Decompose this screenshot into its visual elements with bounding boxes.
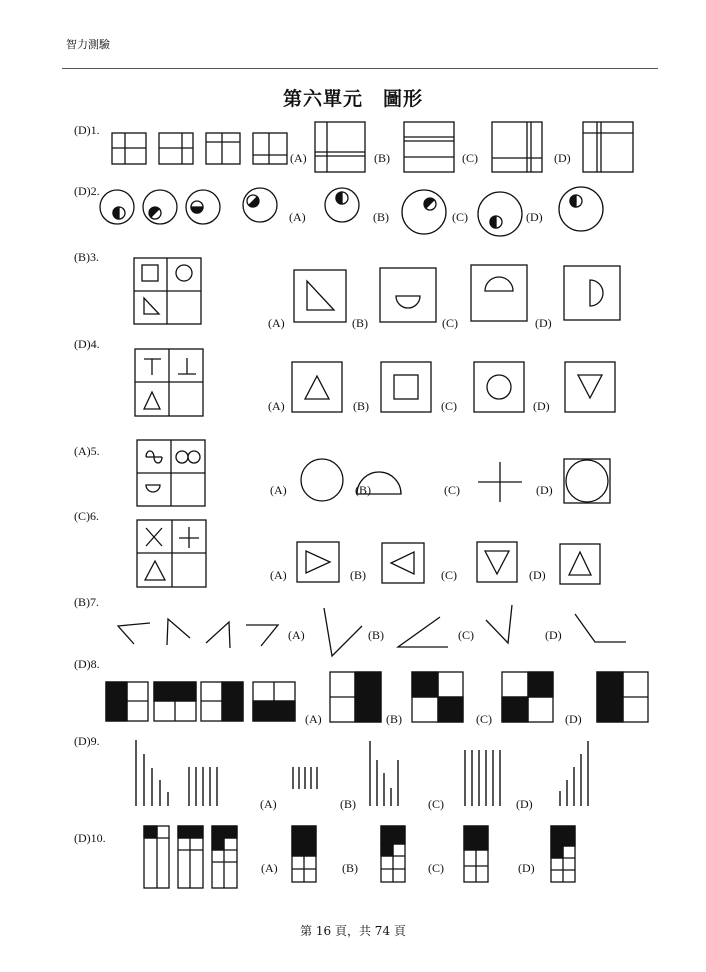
- q5-option-a: [301, 459, 343, 501]
- q6-option-c-label: (C): [441, 568, 457, 582]
- q10-option-c-label: (C): [428, 861, 444, 875]
- q3-option-c: [471, 265, 527, 321]
- q7-option-d-label: (D): [545, 628, 562, 642]
- q4-option-d-label: (D): [533, 399, 550, 413]
- q1-label: (D)1.: [74, 123, 100, 137]
- q9-label: (D)9.: [74, 734, 100, 748]
- q7-option-c-label: (C): [458, 628, 474, 642]
- q8-label: (D)8.: [74, 657, 100, 671]
- q3-option-d: [564, 266, 620, 320]
- q3-option-c-label: (C): [442, 316, 458, 330]
- q1-option-a: [315, 122, 365, 172]
- q9-option-a-label: (A): [260, 797, 277, 811]
- q10-option-a-label: (A): [261, 861, 278, 875]
- q1-option-c-label: (C): [462, 151, 478, 165]
- q2-seq-2: [143, 190, 177, 224]
- q7-seq-3: [206, 622, 230, 648]
- q9-seq-1: [136, 740, 168, 806]
- q4-option-b: [381, 362, 431, 412]
- q10-seq-1: [144, 826, 169, 888]
- q5-option-b-label: (B): [355, 483, 371, 497]
- q2-option-a-label: (A): [289, 210, 306, 224]
- q10-option-c: [464, 826, 488, 882]
- page-title: 第六單元 圖形: [282, 88, 423, 110]
- header-subject: 智力測驗: [66, 38, 110, 51]
- q9-option-c: [465, 750, 500, 806]
- page-footer: 第 16 頁，共 74 頁: [300, 924, 406, 938]
- q8-option-b-label: (B): [386, 712, 402, 726]
- q10-label: (D)10.: [74, 831, 106, 845]
- q7-seq-4: [246, 625, 278, 646]
- q4-label: (D)4.: [74, 337, 100, 351]
- q8-seq-2: [154, 682, 196, 721]
- q6-label: (C)6.: [74, 509, 99, 523]
- q3-label: (B)3.: [74, 250, 99, 264]
- q5-option-c: [478, 462, 522, 502]
- q2-option-d: [559, 187, 603, 231]
- q10-option-a: [292, 826, 316, 882]
- q4-grid: [135, 349, 203, 416]
- q3-option-a: [294, 270, 346, 322]
- q3-option-d-label: (D): [535, 316, 552, 330]
- q7-option-c: [486, 605, 512, 643]
- q6-option-b-label: (B): [350, 568, 366, 582]
- q9-option-b: [370, 741, 398, 806]
- q4-option-c-label: (C): [441, 399, 457, 413]
- q6-option-a-label: (A): [270, 568, 287, 582]
- q2-option-b: [402, 190, 446, 234]
- q4-option-c: [474, 362, 524, 412]
- q8-option-d-label: (D): [565, 712, 582, 726]
- q1-option-b: [404, 122, 454, 172]
- q4-option-d: [565, 362, 615, 412]
- q3-figures: [134, 258, 620, 324]
- q4-option-b-label: (B): [353, 399, 369, 413]
- q6-option-d: [560, 544, 600, 584]
- q1-seq-3: [206, 133, 240, 164]
- q8-option-a: [330, 672, 381, 722]
- q7-option-d: [575, 614, 626, 642]
- q6-option-d-label: (D): [529, 568, 546, 582]
- q2-option-b-label: (B): [373, 210, 389, 224]
- q5-option-d: [564, 459, 610, 503]
- q4-option-a: [292, 362, 342, 412]
- q10-option-d-label: (D): [518, 861, 535, 875]
- q9-option-c-label: (C): [428, 797, 444, 811]
- question-labels: [74, 123, 106, 845]
- q8-option-c-label: (C): [476, 712, 492, 726]
- q6-grid: [137, 520, 206, 587]
- q3-option-b: [380, 268, 436, 322]
- q9-seq-2: [189, 767, 217, 806]
- q6-option-a: [297, 542, 339, 582]
- q1-option-d-label: (D): [554, 151, 571, 165]
- q4-option-a-label: (A): [268, 399, 285, 413]
- q8-option-d: [597, 672, 648, 722]
- q1-option-d: [583, 122, 633, 172]
- q5-option-c-label: (C): [444, 483, 460, 497]
- q8-seq-3: [201, 682, 243, 721]
- q2-option-c: [478, 192, 522, 236]
- q1-seq-2: [159, 133, 193, 164]
- q2-seq-4: [243, 188, 277, 222]
- q10-option-d: [551, 826, 575, 882]
- q10-seq-3: [212, 826, 237, 888]
- q3-grid: [134, 258, 201, 324]
- q2-seq-3: [186, 190, 220, 224]
- q2-option-c-label: (C): [452, 210, 468, 224]
- q7-seq-1: [118, 623, 150, 644]
- q5-grid: [137, 440, 205, 506]
- q8-seq-1: [106, 682, 148, 721]
- q9-option-d-label: (D): [516, 797, 533, 811]
- q1-seq-1: [112, 133, 146, 164]
- q1-option-b-label: (B): [374, 151, 390, 165]
- option-labels: [260, 151, 582, 875]
- q7-option-b: [398, 617, 448, 647]
- q8-option-a-label: (A): [305, 712, 322, 726]
- q10-seq-2: [178, 826, 203, 888]
- q1-seq-4: [253, 133, 287, 164]
- q9-option-b-label: (B): [340, 797, 356, 811]
- q1-option-c: [492, 122, 542, 172]
- q2-label: (D)2.: [74, 184, 100, 198]
- q2-option-a: [325, 188, 359, 222]
- q7-option-b-label: (B): [368, 628, 384, 642]
- q7-label: (B)7.: [74, 595, 99, 609]
- q10-option-b: [381, 826, 405, 882]
- q2-seq-1: [100, 190, 134, 224]
- q1-option-a-label: (A): [290, 151, 307, 165]
- q9-option-a: [293, 767, 317, 789]
- q5-label: (A)5.: [74, 444, 100, 458]
- q7-option-a-label: (A): [288, 628, 305, 642]
- q10-option-b-label: (B): [342, 861, 358, 875]
- q6-option-b: [382, 543, 424, 583]
- q3-option-b-label: (B): [352, 316, 368, 330]
- q5-option-d-label: (D): [536, 483, 553, 497]
- q8-option-b: [412, 672, 463, 722]
- q9-option-d: [560, 741, 588, 806]
- q7-seq-2: [167, 619, 190, 645]
- q5-option-a-label: (A): [270, 483, 287, 497]
- q6-option-c: [477, 542, 517, 582]
- q8-option-c: [502, 672, 553, 722]
- q3-option-a-label: (A): [268, 316, 285, 330]
- q2-option-d-label: (D): [526, 210, 543, 224]
- q10-figures: [144, 826, 575, 888]
- q7-option-a: [324, 608, 362, 656]
- q8-seq-4: [253, 682, 295, 721]
